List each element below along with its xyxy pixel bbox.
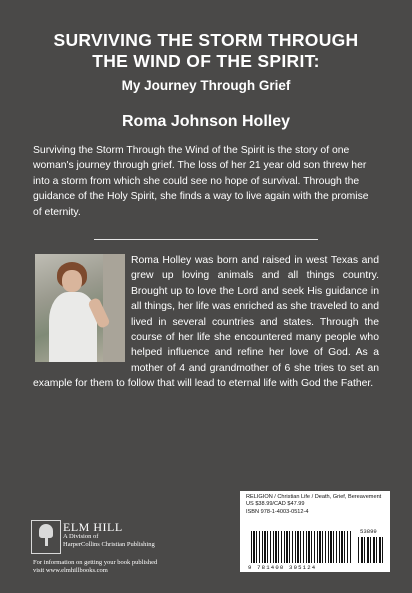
title-line-1: SURVIVING THE STORM THROUGH: [53, 30, 359, 50]
barcode-isbn: ISBN 978-1-4003-0512-4: [246, 508, 309, 515]
section-divider: [94, 239, 318, 240]
publisher-division: A Division of HarperCollins Christian Publishing: [63, 533, 155, 548]
publisher-name: ELM HILL: [63, 520, 123, 534]
book-title: [0, 30, 412, 72]
price-code: 53899: [360, 528, 377, 535]
author-name: Roma Johnson Holley: [121, 113, 291, 130]
elm-hill-logo-icon: [31, 520, 61, 554]
book-subtitle: My Journey Through Grief: [121, 78, 291, 93]
isbn-barcode: [251, 531, 351, 563]
author-bio: Roma Holley was born and raised in west Texas and grew up loving animals and all things country. Brought up to love the Lord and seek His guidance in all things, her life was enriched as she traveled to and lived in several countries and states. Through the course of her life she encountered many people who helped influence and refine her love of God. As a mother of 4 and grandmother of 6 she tries to set an example for them to follow that will lead to eternal life with God the Father.: [33, 255, 379, 390]
barcode-category: RELIGION / Christian Life / Death, Grief, Bereavement: [246, 494, 382, 500]
publisher-info: For information on getting your book published visit www.elmhillbooks.com: [33, 559, 158, 574]
title-line-2: THE WIND OF THE SPIRIT:: [92, 51, 320, 71]
author-bio-block: [33, 253, 379, 392]
book-blurb: Surviving the Storm Through the Wind of the Spirit is the story of one woman's journey through grief. The loss of her 21 year old son threw her into a storm from which she could see no hope of survival. Through the guidance of the Holy Spirit, she finds a way to live again with the promise of eternity.: [33, 145, 369, 218]
price-barcode: [358, 537, 384, 563]
barcode-price: US $38.99/CAD $47.99: [246, 501, 305, 508]
barcode-digits: 9 781400 305124: [248, 564, 317, 571]
barcode-panel: [240, 491, 390, 572]
